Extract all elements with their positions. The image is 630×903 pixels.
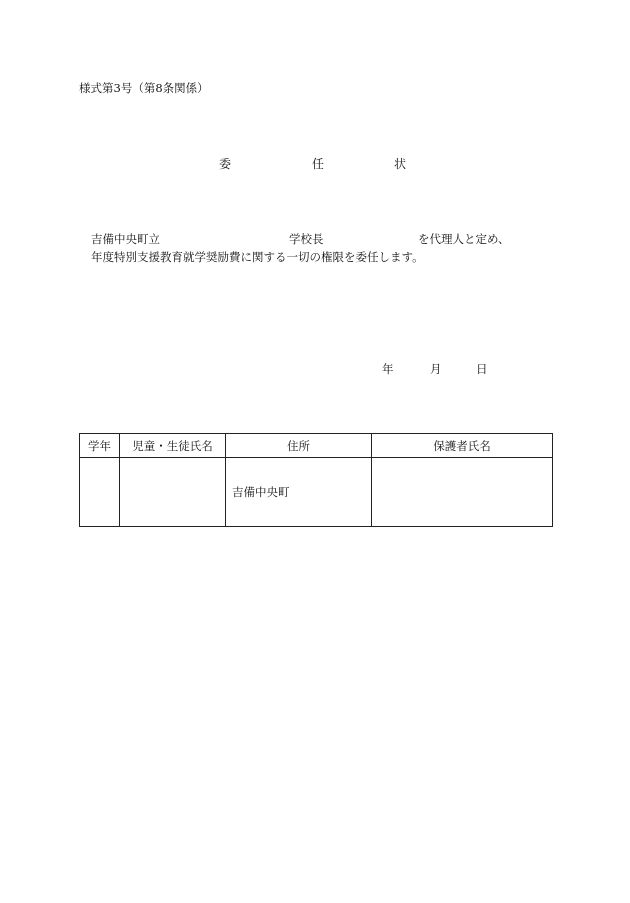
cell-student-name[interactable] xyxy=(120,458,226,527)
table-header-row xyxy=(80,434,553,458)
header-grade: 学年 xyxy=(80,434,120,458)
date-year: 年 xyxy=(382,362,394,376)
appointment-text: を代理人と定め、 xyxy=(418,232,510,246)
cell-grade[interactable] xyxy=(80,458,120,527)
student-info-table xyxy=(79,433,553,527)
title-char-1: 委 xyxy=(219,157,232,171)
date-month: 月 xyxy=(430,362,442,376)
header-guardian-name: 保護者氏名 xyxy=(372,434,553,458)
header-address: 住所 xyxy=(226,434,372,458)
form-number: 様式第3号（第8条関係） xyxy=(79,81,209,95)
title-char-2: 任 xyxy=(312,157,325,171)
date-day: 日 xyxy=(476,362,488,376)
town-text: 吉備中央町立 xyxy=(91,232,160,246)
date-row xyxy=(382,361,502,379)
table-row xyxy=(80,458,553,527)
cell-guardian-name[interactable] xyxy=(372,458,553,527)
principal-text: 学校長 xyxy=(289,232,324,246)
header-student-name: 児童・生徒氏名 xyxy=(120,434,226,458)
body-line-2: 年度特別支援教育就学奨励費に関する一切の権限を委任します。 xyxy=(91,250,424,264)
title-char-3: 状 xyxy=(394,157,407,171)
cell-address[interactable]: 吉備中央町 xyxy=(226,458,372,527)
body-line-1 xyxy=(91,231,531,249)
